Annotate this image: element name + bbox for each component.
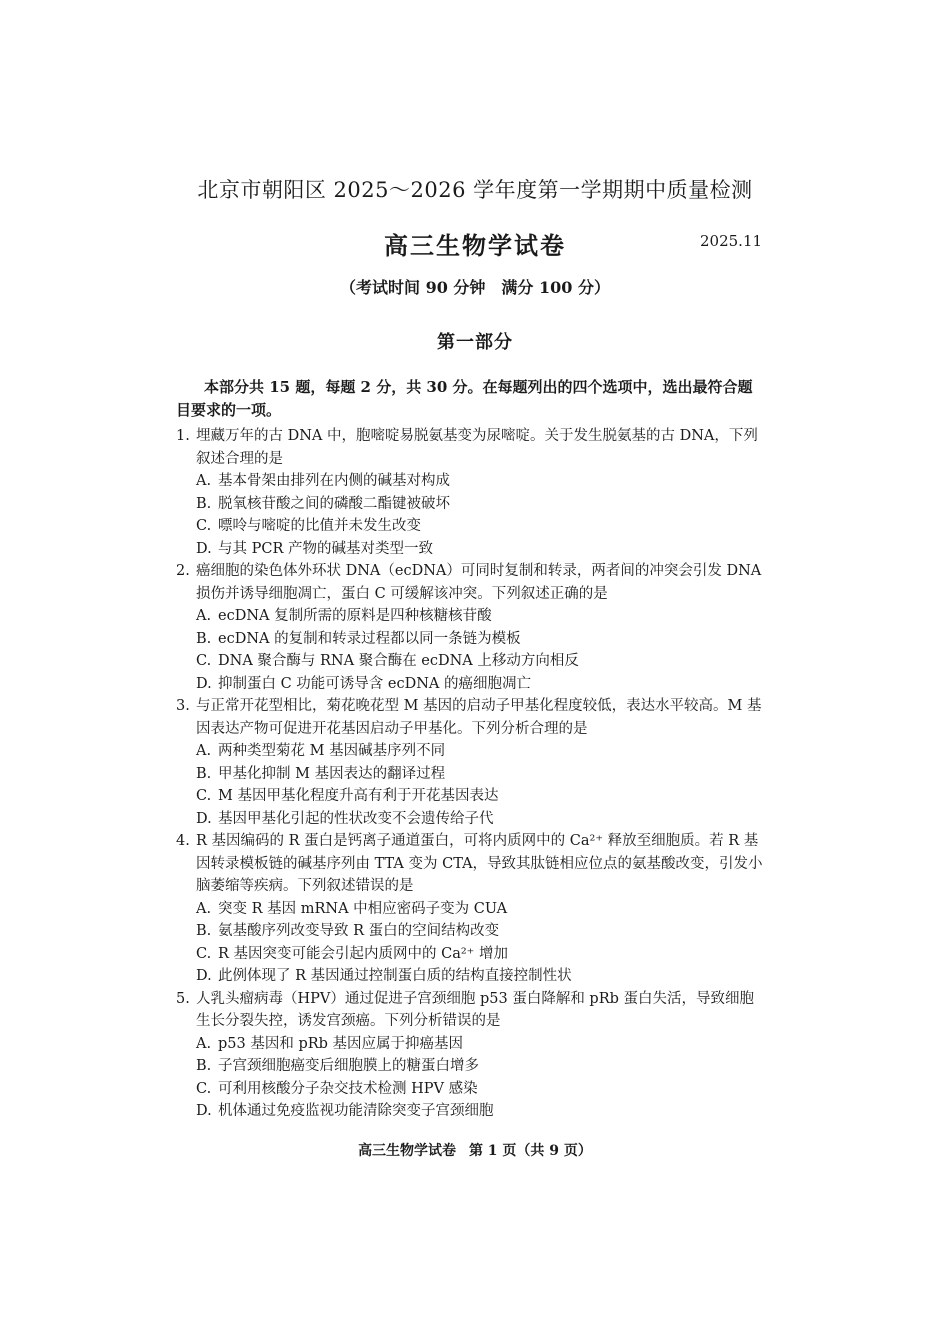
option-text: 此例体现了 R 基因通过控制蛋白质的结构直接控制性状: [218, 968, 572, 984]
option-text: 突变 R 基因 mRNA 中相应密码子变为 CUA: [218, 900, 508, 917]
option-letter: A.: [196, 1035, 212, 1052]
part-heading: 第一部分: [437, 332, 513, 353]
exam-info: （考试时间 90 分钟 满分 100 分）: [340, 278, 610, 297]
subject-title: 高三生物学试卷: [384, 231, 566, 260]
answer-option: [176, 515, 766, 538]
question-text: 与正常开花型相比，菊花晚花型 M 基因的启动子甲基化程度较低，表达水平较高。M 基因表达产物可促进开花基因启动子甲基化。下列分析合理的是: [196, 698, 762, 737]
exam-date: 2025.11: [700, 232, 763, 250]
option-text: 两种类型菊花 M 基因碱基序列不同: [218, 743, 446, 759]
option-letter: C.: [196, 518, 212, 534]
question-number: 5.: [176, 990, 190, 1007]
option-text: 甲基化抑制 M 基因表达的翻译过程: [218, 765, 446, 782]
part-instructions: 本部分共 15 题，每题 2 分，共 30 分。在每题列出的四个选项中，选出最符合题目要求的一项。: [176, 378, 753, 419]
option-letter: D.: [196, 540, 212, 557]
answer-option: [176, 1078, 766, 1101]
answer-option: [176, 650, 766, 673]
option-letter: A.: [196, 900, 212, 917]
question-4: [176, 830, 766, 988]
answer-option: [176, 785, 766, 808]
question-number: 3.: [176, 698, 190, 714]
option-letter: C.: [196, 653, 212, 669]
option-letter: B.: [196, 630, 212, 647]
option-letter: B.: [196, 765, 212, 782]
question-text: 癌细胞的染色体外环状 DNA（ecDNA）可同时复制和转录，两者间的冲突会引发 DNA 损伤并诱导细胞凋亡，蛋白 C 可缓解该冲突。下列叙述正确的是: [196, 563, 762, 602]
answer-option: [176, 808, 766, 831]
answer-option: [176, 470, 766, 493]
question-text: R 基因编码的 R 蛋白是钙离子通道蛋白，可将内质网中的 Ca²⁺ 释放至细胞质。若 R 基因转录模板链的碱基序列由 TTA 变为 CTA，导致其肽链相应位点的氨基酸改变，引发小脑萎缩等疾病。下列叙述错误的是: [196, 833, 763, 894]
option-letter: D.: [196, 968, 212, 984]
option-text: 基因甲基化引起的性状改变不会遗传给子代: [218, 810, 494, 827]
question-3: [176, 695, 766, 830]
answer-option: [176, 605, 766, 628]
option-letter: C.: [196, 788, 212, 804]
option-letter: A.: [196, 743, 212, 759]
option-text: 脱氧核苷酸之间的磷酸二酯键被破坏: [218, 495, 450, 512]
answer-option: [176, 763, 766, 786]
answer-option: [176, 628, 766, 651]
answer-option: [176, 538, 766, 561]
option-text: DNA 聚合酶与 RNA 聚合酶在 ecDNA 上移动方向相反: [218, 653, 579, 669]
answer-option: [176, 673, 766, 696]
option-text: 子宫颈细胞癌变后细胞膜上的糖蛋白增多: [218, 1058, 479, 1074]
option-letter: D.: [196, 1103, 212, 1119]
option-letter: A.: [196, 608, 212, 624]
option-letter: A.: [196, 473, 212, 489]
option-letter: B.: [196, 923, 212, 939]
question-text: 埋藏万年的古 DNA 中，胞嘧啶易脱氨基变为尿嘧啶。关于发生脱氨基的古 DNA，下列叙述合理的是: [196, 428, 758, 467]
answer-option: [176, 898, 766, 921]
answer-option: [176, 1100, 766, 1123]
option-text: 基本骨架由排列在内侧的碱基对构成: [218, 473, 450, 489]
footer-subject: 高三生物学试卷: [358, 1143, 457, 1159]
page-footer: [300, 1140, 650, 1160]
question-list: [176, 425, 766, 1123]
option-text: ecDNA 的复制和转录过程都以同一条链为模板: [218, 630, 521, 647]
question-number: 4.: [176, 833, 190, 849]
option-text: M 基因甲基化程度升高有利于开花基因表达: [218, 788, 499, 804]
option-text: 氨基酸序列改变导致 R 蛋白的空间结构改变: [218, 923, 500, 939]
answer-option: [176, 943, 766, 966]
question-stem: [176, 560, 766, 605]
question-number: 2.: [176, 563, 190, 579]
answer-option: [176, 965, 766, 988]
answer-option: [176, 740, 766, 763]
option-letter: C.: [196, 1080, 212, 1097]
question-5: [176, 988, 766, 1123]
option-letter: D.: [196, 675, 212, 692]
question-stem: [176, 988, 766, 1033]
option-text: 与其 PCR 产物的碱基对类型一致: [218, 540, 433, 557]
option-text: R 基因突变可能会引起内质网中的 Ca²⁺ 增加: [218, 945, 508, 962]
option-text: 可利用核酸分子杂交技术检测 HPV 感染: [218, 1080, 478, 1097]
answer-option: [176, 1055, 766, 1078]
option-letter: B.: [196, 1058, 212, 1074]
question-text: 人乳头瘤病毒（HPV）通过促进子宫颈细胞 p53 蛋白降解和 pRb 蛋白失活，导致细胞生长分裂失控，诱发宫颈癌。下列分析错误的是: [196, 990, 755, 1029]
option-text: 嘌呤与嘧啶的比值并未发生改变: [218, 518, 421, 534]
option-text: 机体通过免疫监视功能清除突变子宫颈细胞: [218, 1103, 494, 1119]
option-text: ecDNA 复制所需的原料是四种核糖核苷酸: [218, 608, 492, 624]
footer-page-number: 第 1 页（共 9 页）: [468, 1143, 592, 1159]
question-stem: [176, 425, 766, 470]
question-2: [176, 560, 766, 695]
question-stem: [176, 695, 766, 740]
option-text: 抑制蛋白 C 功能可诱导含 ecDNA 的癌细胞凋亡: [218, 675, 532, 692]
question-stem: [176, 830, 766, 898]
exam-title: 北京市朝阳区 2025～2026 学年度第一学期期中质量检测: [197, 178, 753, 202]
option-letter: B.: [196, 495, 212, 512]
answer-option: [176, 493, 766, 516]
answer-option: [176, 1033, 766, 1056]
answer-option: [176, 920, 766, 943]
question-1: [176, 425, 766, 560]
option-letter: D.: [196, 810, 212, 827]
option-letter: C.: [196, 945, 212, 962]
question-number: 1.: [176, 428, 190, 444]
option-text: p53 基因和 pRb 基因应属于抑癌基因: [218, 1035, 464, 1052]
